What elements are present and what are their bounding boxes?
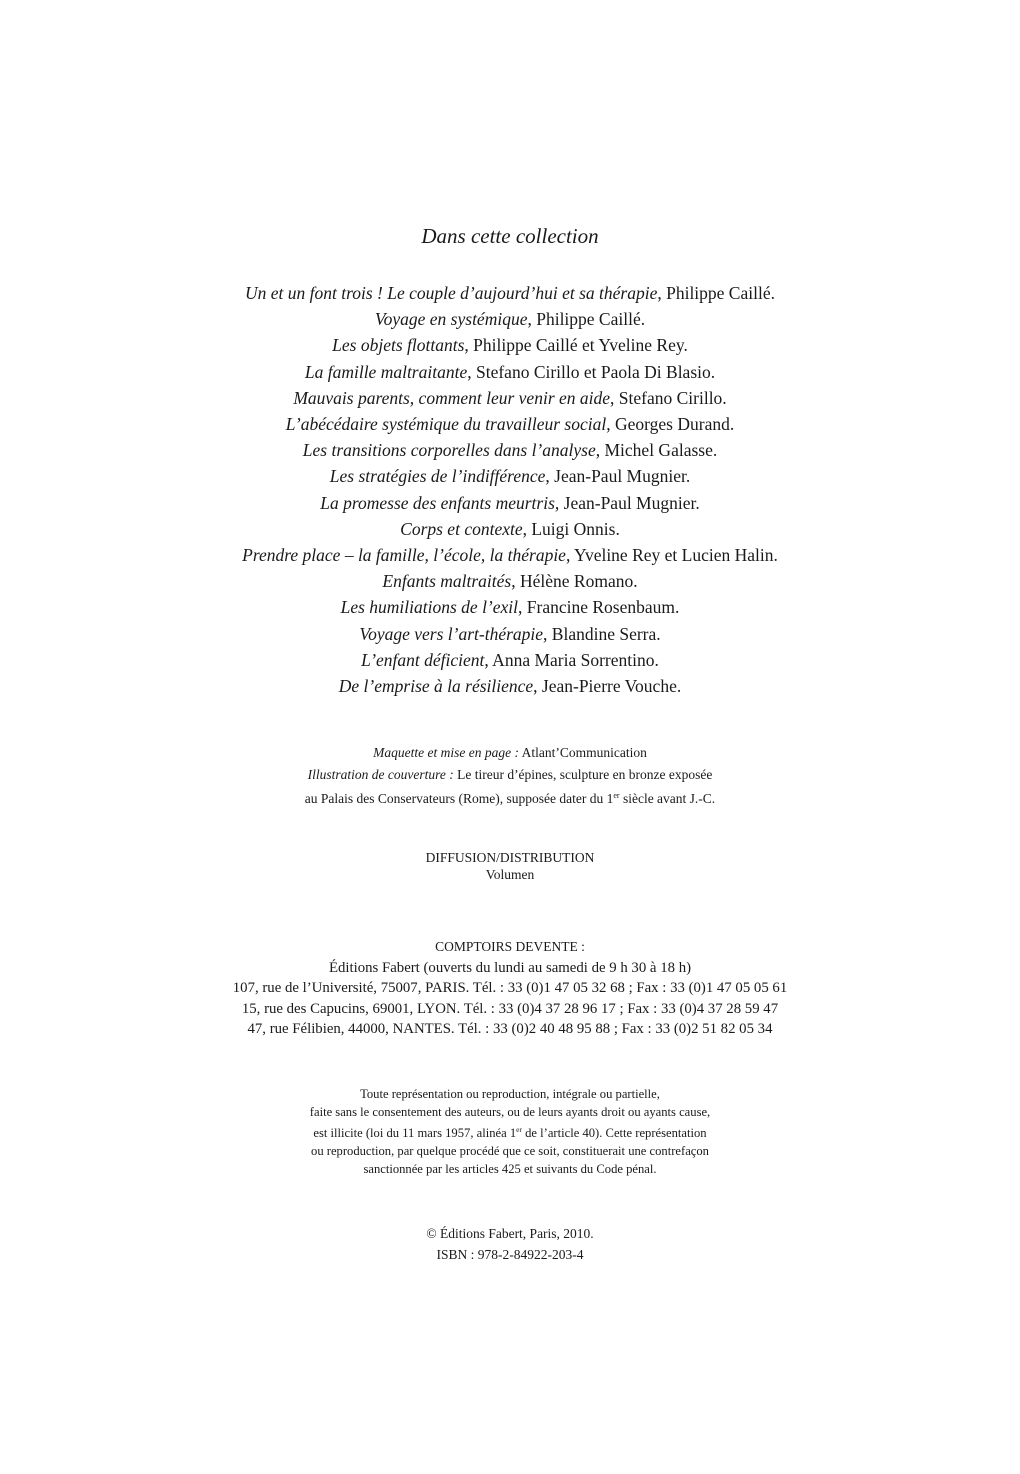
legal-line: ou reproduction, par quelque procédé que ce soit, constituerait une contrefaçon	[311, 1144, 709, 1158]
layout-credit	[0, 742, 1020, 764]
legal-line: sanctionnée par les articles 425 et suivants du Code pénal.	[363, 1162, 657, 1176]
layout-credit-label: Maquette et mise en page :	[373, 745, 519, 760]
book-title: La promesse des enfants meurtris	[320, 492, 555, 513]
book-title: Les transitions corporelles dans l’analyse	[302, 440, 596, 461]
legal-line: faite sans le consentement des auteurs, ou de leurs ayants droit ou ayants cause,	[309, 1105, 711, 1119]
book-title: Enfants maltraités	[382, 571, 512, 592]
book-author: , Philippe Caillé.	[527, 309, 646, 330]
book-author: , Blandine Serra.	[543, 623, 661, 644]
legal-line	[0, 1121, 1020, 1142]
diffusion-title: DIFFUSION/DISTRIBUTION	[425, 850, 595, 865]
book-title: Corps et contexte	[400, 518, 523, 539]
sales-line: Éditions Fabert (ouverts du lundi au samedi de 9 h 30 à 18 h)	[328, 959, 692, 976]
collection-list	[0, 280, 1020, 699]
book-title: Prendre place – la famille, l’école, la thérapie	[242, 545, 566, 566]
diffusion-name: Volumen	[485, 867, 535, 882]
book-title: L’enfant déficient	[361, 649, 485, 670]
list-item	[0, 385, 1020, 411]
book-author: , Georges Durand.	[606, 414, 735, 435]
book-author: , Stefano Cirillo et Paola Di Blasio.	[467, 361, 716, 382]
sales-line: 15, rue des Capucins, 69001, LYON. Tél. : 33 (0)4 37 28 96 17 ; Fax : 33 (0)4 37 28 59 47	[241, 1000, 779, 1017]
list-item	[0, 332, 1020, 358]
sales-title: COMPTOIRS DEVENTE :	[435, 939, 585, 954]
book-author: , Yveline Rey et Lucien Halin.	[565, 545, 778, 566]
legal-text: est illicite (loi du 11 mars 1957, alinéa 1	[313, 1126, 517, 1140]
cover-credit-line2	[0, 785, 1020, 810]
legal-text: de l’article 40). Cette représentation	[521, 1126, 707, 1140]
cover-credit-text: siècle avant J.-C.	[619, 791, 716, 806]
copyright-block	[0, 1223, 1020, 1265]
list-item	[0, 280, 1020, 306]
list-item	[0, 621, 1020, 647]
collection-heading: Dans cette collection	[421, 224, 599, 248]
list-item	[0, 542, 1020, 568]
book-author: , Stefano Cirillo.	[610, 387, 727, 408]
book-author: , Jean-Paul Mugnier.	[545, 466, 691, 487]
book-author: , Anna Maria Sorrentino.	[484, 649, 659, 670]
book-author: , Jean-Paul Mugnier.	[554, 492, 700, 513]
list-item	[0, 463, 1020, 489]
book-title: Mauvais parents, comment leur venir en aide	[293, 387, 611, 408]
sales-block	[0, 937, 1020, 1040]
book-author: , Hélène Romano.	[511, 571, 638, 592]
credits-block	[0, 742, 1020, 810]
cover-credit-text: au Palais des Conservateurs (Rome), supposée dater du 1	[304, 791, 614, 806]
list-item	[0, 568, 1020, 594]
list-item	[0, 647, 1020, 673]
isbn-line: ISBN : 978-2-84922-203-4	[436, 1247, 584, 1262]
book-title: Voyage vers l’art-thérapie	[359, 623, 544, 644]
book-title: Les objets flottants	[332, 335, 465, 356]
superscript: er	[613, 791, 620, 800]
list-item	[0, 673, 1020, 699]
sales-line: 107, rue de l’Université, 75007, PARIS. Tél. : 33 (0)1 47 05 32 68 ; Fax : 33 (0)1 47 05 05 61	[232, 980, 788, 996]
book-title: De l’emprise à la résilience	[338, 676, 534, 697]
book-title: Un et un font trois ! Le couple d’aujourd’hui et sa thérapie	[245, 283, 658, 303]
list-item	[0, 594, 1020, 620]
book-author: , Jean-Pierre Vouche.	[533, 676, 682, 697]
cover-credit	[0, 764, 1020, 786]
legal-line: Toute représentation ou reproduction, intégrale ou partielle,	[360, 1087, 660, 1101]
book-title: Les stratégies de l’indifférence	[329, 466, 546, 487]
layout-credit-value: Atlant’Communication	[518, 745, 647, 760]
book-author: , Luigi Onnis.	[522, 518, 620, 539]
book-title: La famille maltraitante	[304, 361, 468, 382]
superscript: er	[516, 1125, 522, 1134]
diffusion-block	[0, 849, 1020, 883]
cover-credit-label: Illustration de couverture :	[307, 766, 454, 782]
list-item	[0, 516, 1020, 542]
list-item	[0, 490, 1020, 516]
list-item	[0, 411, 1020, 437]
book-title: L’abécédaire systémique du travailleur social	[285, 414, 607, 435]
cover-credit-value: Le tireur d’épines, sculpture en bronze exposée	[453, 766, 713, 782]
copyright-line: © Éditions Fabert, Paris, 2010.	[426, 1226, 594, 1241]
sales-line: 47, rue Félibien, 44000, NANTES. Tél. : 33 (0)2 40 48 95 88 ; Fax : 33 (0)2 51 82 05 34	[247, 1021, 773, 1037]
book-title: Les humiliations de l’exil	[340, 597, 519, 618]
book-author: , Francine Rosenbaum.	[518, 597, 680, 618]
legal-notice	[0, 1085, 1020, 1178]
book-title: Voyage en systémique	[374, 309, 528, 330]
list-item	[0, 306, 1020, 332]
book-author: , Philippe Caillé.	[657, 283, 775, 303]
book-author: , Michel Galasse.	[595, 440, 718, 461]
list-item	[0, 437, 1020, 463]
list-item	[0, 359, 1020, 385]
book-author: , Philippe Caillé et Yveline Rey.	[464, 335, 688, 356]
